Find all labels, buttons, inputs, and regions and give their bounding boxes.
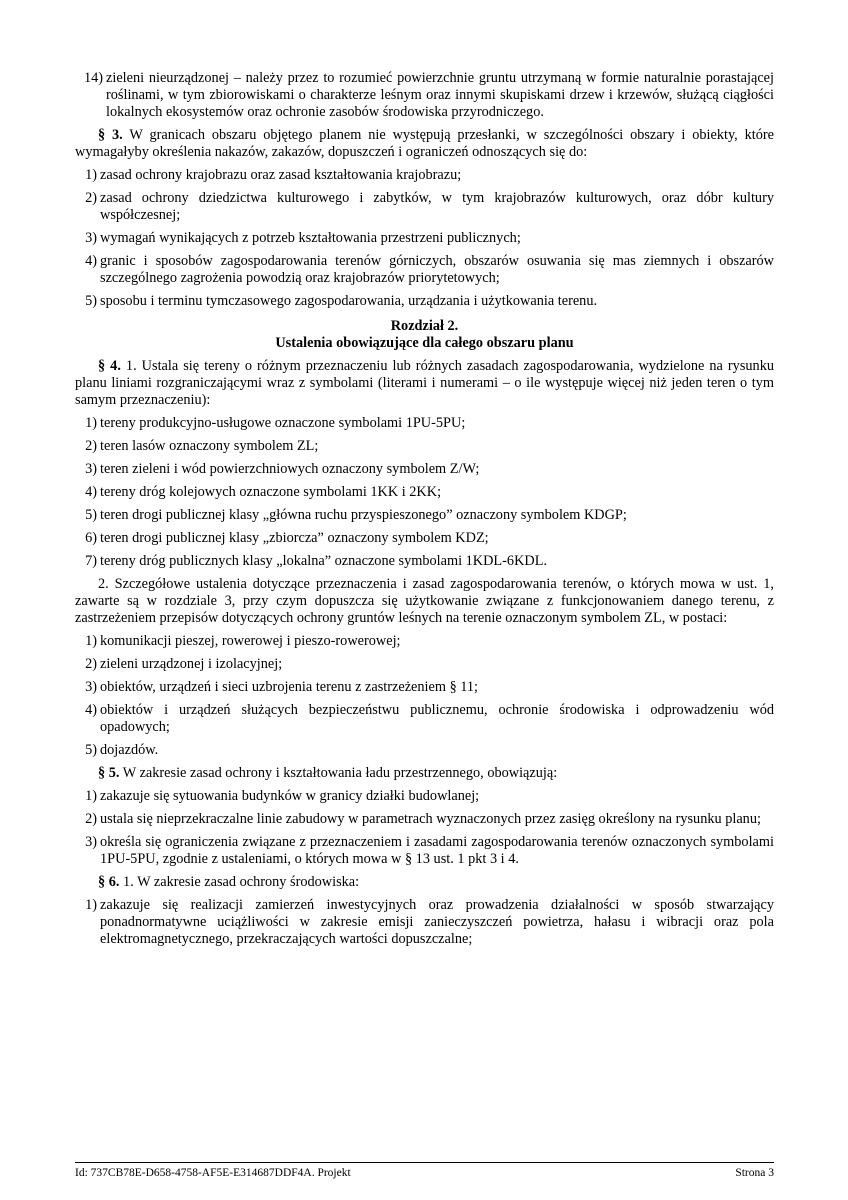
item-number: 5) <box>85 293 97 309</box>
item-text: teren zieleni i wód powierzchniowych oznaczony symbolem Z/W; <box>100 461 480 477</box>
item-text: określa się ograniczenia związane z przeznaczeniem i zasadami zagospodarowania terenów oznaczonych symbolami 1PU-5PU, zgodnie z ustaleniami, o których mowa w § 13 ust. 1 pkt 3 i 4. <box>100 834 774 867</box>
list-item <box>75 415 774 432</box>
list-item <box>75 530 774 547</box>
list-item <box>75 190 774 224</box>
section-text: 1. Ustala się tereny o różnym przeznaczeniu lub różnych zasadach zagospodarowania, wydzielone na rysunku planu liniami rozgraniczającymi wraz z symbolami (literami i numerami – o ile występuje więcej niż jeden teren o tym samym przeznaczeniu): <box>75 358 774 408</box>
list-item <box>75 438 774 455</box>
section-mark: § 5. <box>98 765 120 781</box>
item-text: obiektów, urządzeń i sieci uzbrojenia terenu z zastrzeżeniem § 11; <box>100 679 479 695</box>
item-text: tereny dróg kolejowych oznaczone symbolami 1KK i 2KK; <box>100 484 442 500</box>
section-mark: § 3. <box>98 127 123 143</box>
list-item <box>75 656 774 673</box>
item-number: 1) <box>85 633 97 649</box>
item-number: 6) <box>85 530 97 546</box>
list-item <box>75 484 774 501</box>
section-text: W zakresie zasad ochrony i kształtowania ładu przestrzennego, obowiązują: <box>119 765 558 781</box>
page-number: Strona 3 <box>735 1167 774 1179</box>
chapter-heading <box>75 318 774 352</box>
list-item <box>75 230 774 247</box>
list-item <box>75 679 774 696</box>
item-number: 2) <box>85 438 97 454</box>
item-number: 2) <box>85 811 97 827</box>
list-item <box>75 811 774 828</box>
item-text: teren drogi publicznej klasy „zbiorcza” oznaczony symbolem KDZ; <box>100 530 489 546</box>
list-item <box>75 633 774 650</box>
list-item <box>75 167 774 184</box>
item-text: teren drogi publicznej klasy „główna ruchu przyspieszonego” oznaczony symbolem KDGP; <box>100 507 627 523</box>
list-item <box>75 293 774 310</box>
section-5-intro <box>75 765 774 782</box>
item-number: 4) <box>85 702 97 718</box>
chapter-number: Rozdział 2. <box>390 318 459 334</box>
list-item <box>75 70 774 121</box>
section-text: 1. W zakresie zasad ochrony środowiska: <box>119 874 360 890</box>
item-text: tereny produkcyjno-usługowe oznaczone symbolami 1PU-5PU; <box>100 415 466 431</box>
item-number: 3) <box>85 679 97 695</box>
section-mark: § 6. <box>98 874 120 890</box>
item-number: 2) <box>85 656 97 672</box>
item-text: zieleni nieurządzonej – należy przez to rozumieć powierzchnie gruntu utrzymaną w formie naturalnie porastającej roślinami, w tym zbiorowiskami o charakterze leśnym oraz innymi skupiskami drzew i krzewów, służącą ciągłości lokalnych ekosystemów oraz ochronie zasobów środowiska przyrodniczego. <box>106 70 774 120</box>
item-text: granic i sposobów zagospodarowania terenów górniczych, obszarów osuwania się mas ziemnych i obszarów szczególnego zagrożenia powodzią oraz krajobrazów priorytetowych; <box>100 253 774 286</box>
list-item <box>75 702 774 736</box>
item-number: 5) <box>85 507 97 523</box>
list-item <box>75 742 774 759</box>
list-item <box>75 834 774 868</box>
list-item <box>75 253 774 287</box>
item-number: 1) <box>85 167 97 183</box>
item-text: komunikacji pieszej, rowerowej i pieszo-rowerowej; <box>100 633 401 649</box>
item-number: 4) <box>85 253 97 269</box>
item-text: teren lasów oznaczony symbolem ZL; <box>100 438 319 454</box>
list-item <box>75 788 774 805</box>
section-4-paragraph-2: 2. Szczegółowe ustalenia dotyczące przeznaczenia i zasad zagospodarowania terenów, o których mowa w ust. 1, zawarte są w rozdziale 3, przy czym dopuszcza się użytkowanie związane z funkcjonowaniem danego terenu, z zastrzeżeniem przepisów dotyczących ochrony gruntów leśnych na terenie oznaczonym symbolem ZL, w postaci: <box>75 576 774 626</box>
item-number: 14) <box>83 70 103 86</box>
item-number: 1) <box>85 897 97 913</box>
item-text: zasad ochrony krajobrazu oraz zasad kształtowania krajobrazu; <box>100 167 462 183</box>
document-id: Id: 737CB78E-D658-4758-AF5E-E314687DDF4A. Projekt <box>75 1167 351 1179</box>
section-text: W granicach obszaru objętego planem nie występują przesłanki, w szczególności obszary i obiekty, które wymagałyby określenia nakazów, zakazów, dopuszczeń i ograniczeń odnoszących się do: <box>75 127 775 160</box>
item-number: 4) <box>85 484 97 500</box>
list-item <box>75 553 774 570</box>
item-text: obiektów i urządzeń służących bezpieczeństwu publicznemu, ochronie środowiska i odprowadzeniu wód opadowych; <box>100 702 774 735</box>
item-text: dojazdów. <box>100 742 159 758</box>
page-footer <box>75 1162 774 1179</box>
item-text: zieleni urządzonej i izolacyjnej; <box>100 656 283 672</box>
item-number: 3) <box>85 230 97 246</box>
chapter-title: Ustalenia obowiązujące dla całego obszaru planu <box>275 335 574 351</box>
item-number: 7) <box>85 553 97 569</box>
list-item <box>75 507 774 524</box>
item-number: 1) <box>85 788 97 804</box>
item-text: zakazuje się realizacji zamierzeń inwestycyjnych oraz prowadzenia działalności w sposób stwarzający ponadnormatywne uciążliwości w zakresie emisji zanieczyszczeń powietrza, hałasu i wibracji oraz pola elektromagnetycznego, przekraczających wartości dopuszczalne; <box>100 897 774 947</box>
item-number: 2) <box>85 190 97 206</box>
item-text: tereny dróg publicznych klasy „lokalna” oznaczone symbolami 1KDL-6KDL. <box>100 553 548 569</box>
item-number: 3) <box>85 461 97 477</box>
section-4-intro <box>75 358 774 409</box>
document-page <box>75 70 774 954</box>
item-text: wymagań wynikających z potrzeb kształtowania przestrzeni publicznych; <box>100 230 521 246</box>
list-item <box>75 897 774 948</box>
item-text: zakazuje się sytuowania budynków w granicy działki budowlanej; <box>100 788 480 804</box>
section-3-intro <box>75 127 774 161</box>
section-mark: § 4. <box>98 358 121 374</box>
item-text: ustala się nieprzekraczalne linie zabudowy w parametrach wyznaczonych przez zasięg określony na rysunku planu; <box>100 811 761 827</box>
item-number: 1) <box>85 415 97 431</box>
item-text: zasad ochrony dziedzictwa kulturowego i zabytków, w tym krajobrazów kulturowych, oraz dóbr kultury współczesnej; <box>100 190 774 223</box>
item-number: 5) <box>85 742 97 758</box>
item-number: 3) <box>85 834 97 850</box>
section-6-intro <box>75 874 774 891</box>
list-item <box>75 461 774 478</box>
item-text: sposobu i terminu tymczasowego zagospodarowania, urządzania i użytkowania terenu. <box>100 293 598 309</box>
